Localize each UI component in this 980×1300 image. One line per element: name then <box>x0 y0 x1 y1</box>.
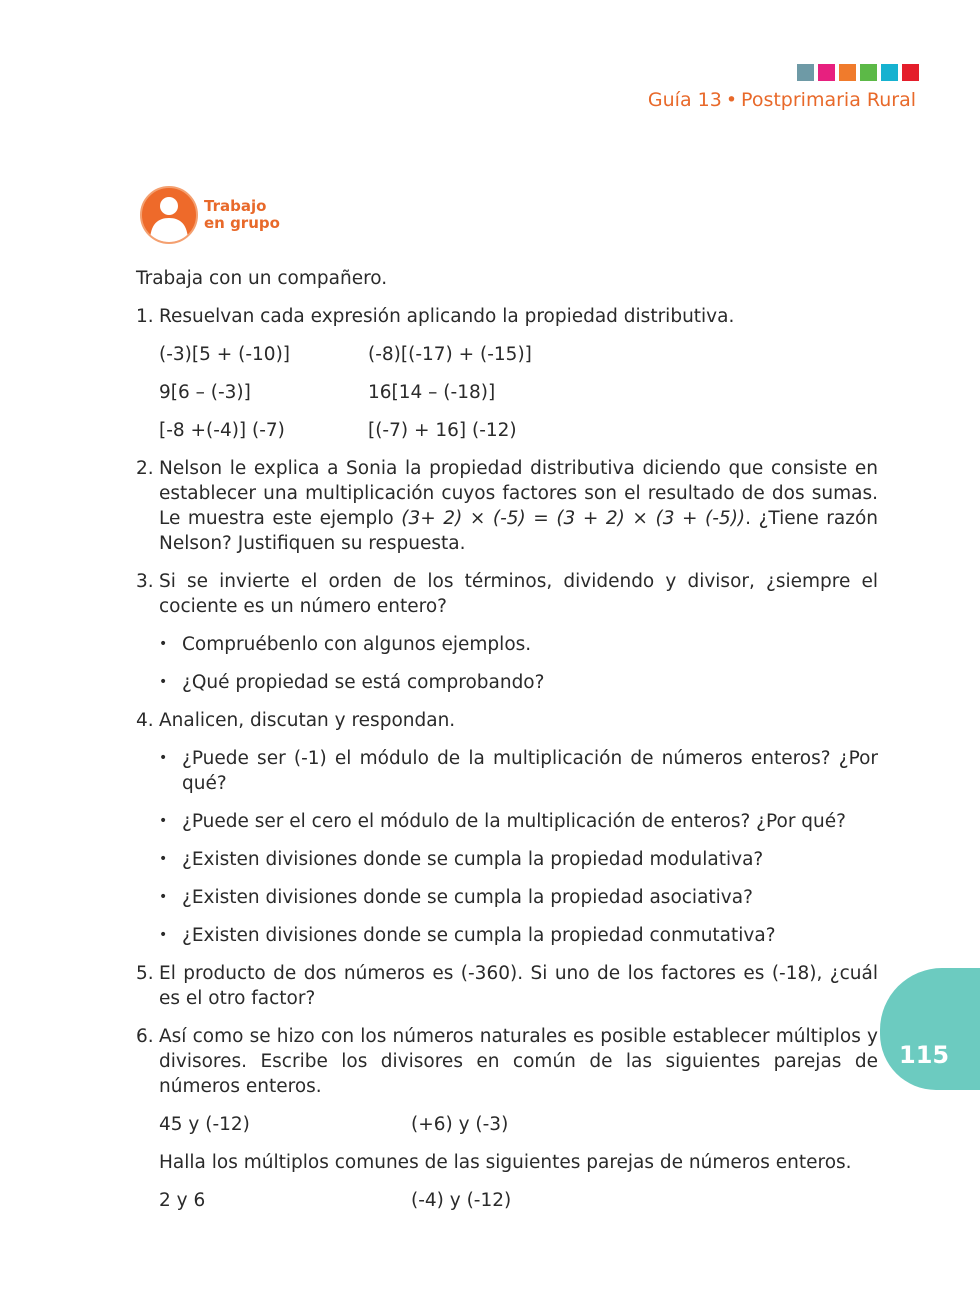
bullet-list <box>159 746 878 948</box>
number-pair: 45 y (-12) <box>159 1114 250 1135</box>
bullet-text: ¿Existen divisiones donde se cumpla la propiedad conmutativa? <box>182 925 776 946</box>
header-separator: • <box>725 89 738 111</box>
color-swatch <box>881 64 898 81</box>
question-text: Si se invierte el orden de los términos, dividendo y divisor, ¿siempre el cociente es un número entero? <box>159 571 878 617</box>
question-5 <box>136 961 878 1011</box>
bullet-mark: • <box>159 889 168 905</box>
group-work-badge <box>140 186 280 244</box>
question-6 <box>136 1024 878 1213</box>
number-pair: (-4) y (-12) <box>411 1190 512 1211</box>
number-pairs <box>159 1188 878 1213</box>
color-swatch <box>818 64 835 81</box>
bullet-item <box>159 885 878 910</box>
color-strip <box>797 64 919 81</box>
color-swatch <box>797 64 814 81</box>
question-number: 1. <box>136 306 154 327</box>
bullet-mark: • <box>159 636 168 652</box>
bullet-text: Compruébenlo con algunos ejemplos. <box>182 634 532 655</box>
bullet-mark: • <box>159 674 168 690</box>
bullet-mark: • <box>159 750 168 766</box>
page-tab <box>880 968 980 1090</box>
question-text: Así como se hizo con los números naturales es posible establecer múltiplos y divisores. Escribe los divisores en común de las siguientes parejas de números enteros. <box>159 1026 878 1097</box>
expression: 16[14 – (-18)] <box>368 382 496 403</box>
bullet-text: ¿Qué propiedad se está comprobando? <box>182 672 545 693</box>
question-text <box>159 456 878 556</box>
bullet-text: ¿Existen divisiones donde se cumpla la propiedad modulativa? <box>182 849 764 870</box>
program-label: Postprimaria Rural <box>741 89 916 111</box>
question-number: 5. <box>136 963 154 984</box>
bullet-item <box>159 746 878 796</box>
question-text: Analicen, discutan y respondan. <box>159 710 456 731</box>
bullet-text: ¿Existen divisiones donde se cumpla la propiedad asociativa? <box>182 887 753 908</box>
person-silhouette-icon <box>140 186 198 244</box>
expression: (-8)[(-17) + (-15)] <box>368 344 532 365</box>
intro-text: Trabaja con un compañero. <box>136 268 388 289</box>
expression: [(-7) + 16] (-12) <box>368 420 517 441</box>
badge-line-2: en grupo <box>204 214 280 232</box>
page-number: 115 <box>899 1041 950 1069</box>
expression: 9[6 – (-3)] <box>159 382 251 403</box>
bullet-item <box>159 847 878 872</box>
question-text: El producto de dos números es (-360). Si uno de los factores es (-18), ¿cuál es el otro factor? <box>159 963 878 1009</box>
question-number: 6. <box>136 1026 154 1047</box>
badge-line-1: Trabajo <box>204 197 267 215</box>
question-number: 4. <box>136 710 154 731</box>
bullet-list <box>159 632 878 695</box>
question-number: 2. <box>136 458 154 479</box>
badge-label <box>204 198 280 232</box>
color-swatch <box>860 64 877 81</box>
expression-grid <box>159 342 878 443</box>
bullet-item <box>159 923 878 948</box>
question-text-part: . ¿Tiene razón Nelson? Justifiquen su respuesta. <box>159 508 878 554</box>
number-pairs <box>159 1112 878 1137</box>
bullet-mark: • <box>159 813 168 829</box>
expression: (-3)[5 + (-10)] <box>159 344 290 365</box>
bullet-item <box>159 632 878 657</box>
bullet-mark: • <box>159 851 168 867</box>
sub-question-text: Halla los múltiplos comunes de las siguientes parejas de números enteros. <box>159 1152 852 1173</box>
question-4 <box>136 708 878 948</box>
expression: [-8 +(-4)] (-7) <box>159 420 285 441</box>
example-expression: (3+ 2) × (-5) = (3 + 2) × (3 + (-5)) <box>401 508 746 529</box>
exercise-content <box>136 266 878 1226</box>
color-swatch <box>902 64 919 81</box>
question-text-part: Nelson le explica a Sonia la propiedad distributiva diciendo que consiste en establecer una multiplicación cuyos factores son el resultado de dos sumas. Le muestra este ejemplo <box>159 458 878 529</box>
question-2 <box>136 456 878 556</box>
question-number: 3. <box>136 571 154 592</box>
bullet-text: ¿Puede ser (-1) el módulo de la multiplicación de números enteros? ¿Por qué? <box>182 748 878 794</box>
bullet-item <box>159 809 878 834</box>
running-header <box>648 89 916 111</box>
guide-label: Guía 13 <box>647 89 722 111</box>
color-swatch <box>839 64 856 81</box>
bullet-text: ¿Puede ser el cero el módulo de la multiplicación de enteros? ¿Por qué? <box>182 811 846 832</box>
bullet-mark: • <box>159 927 168 943</box>
question-text: Resuelvan cada expresión aplicando la propiedad distributiva. <box>159 306 735 327</box>
number-pair: (+6) y (-3) <box>411 1114 509 1135</box>
bullet-item <box>159 670 878 695</box>
question-3 <box>136 569 878 695</box>
question-1 <box>136 304 878 443</box>
number-pair: 2 y 6 <box>159 1190 206 1211</box>
